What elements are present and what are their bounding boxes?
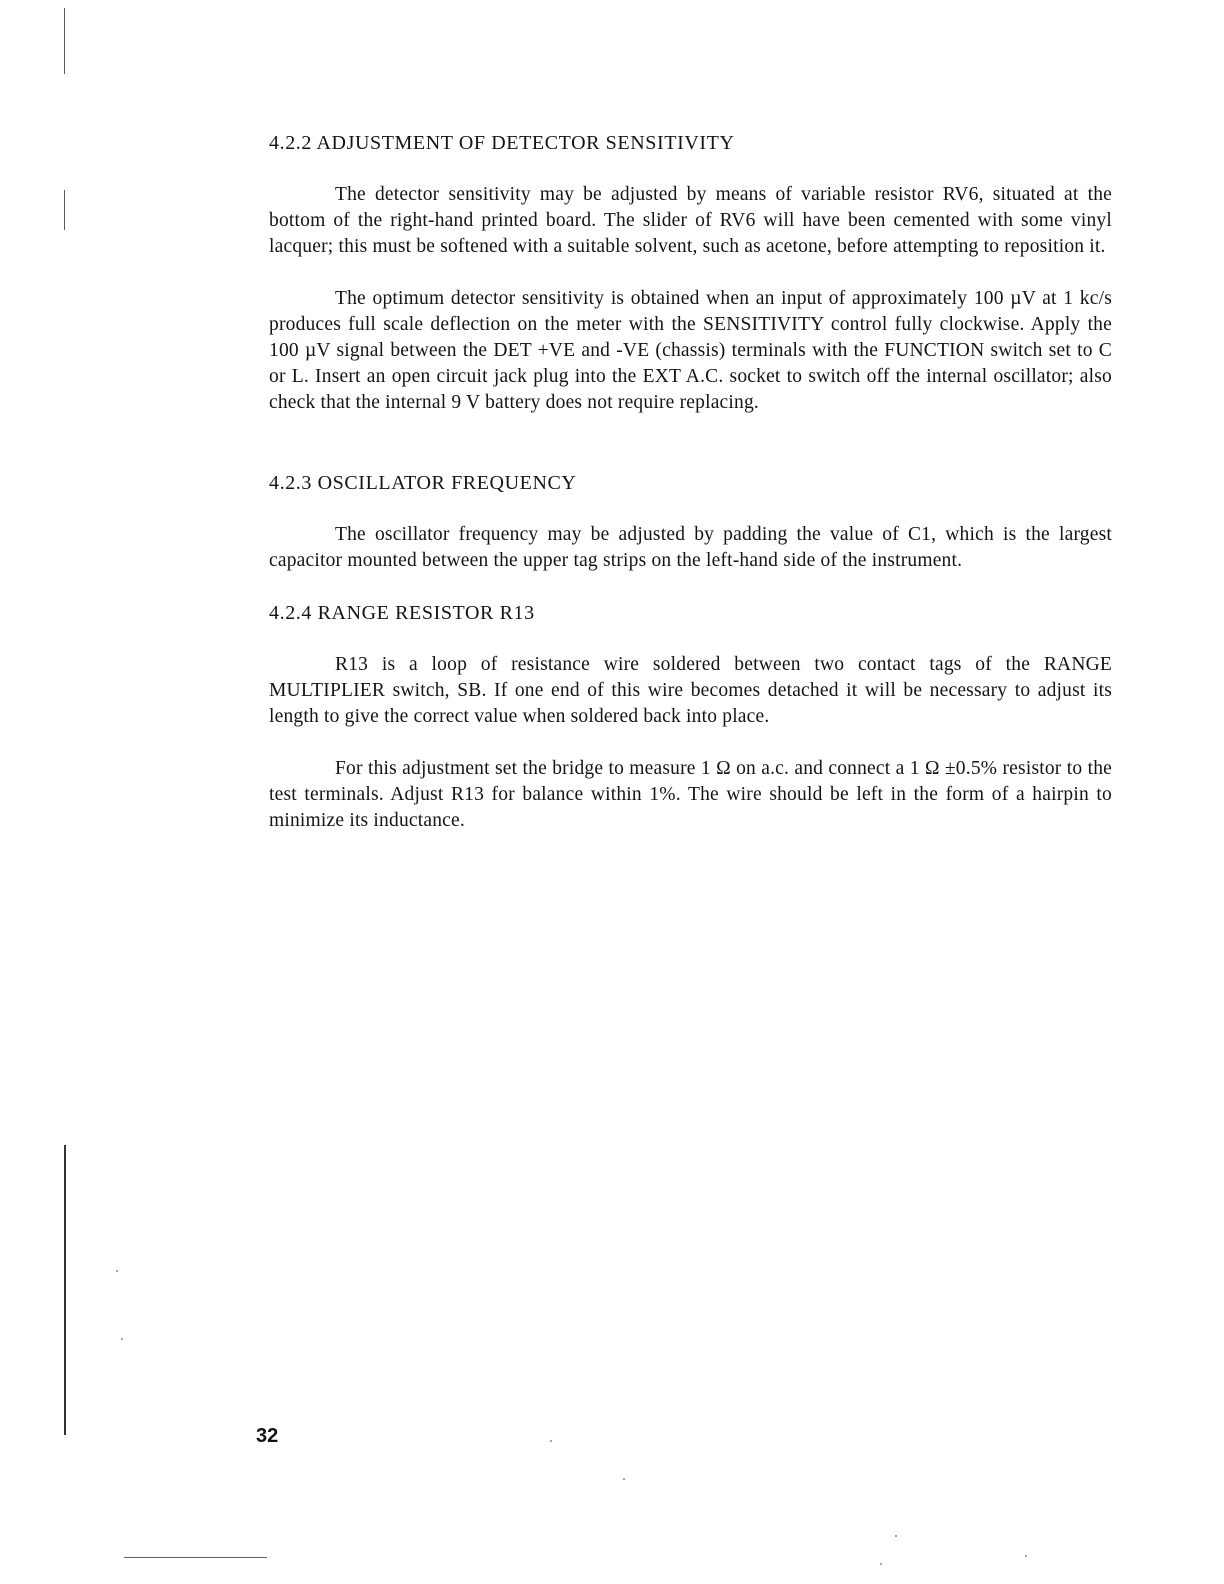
scan-margin-line [64,190,65,230]
scan-speck [1025,1555,1027,1557]
scan-speck [895,1535,897,1537]
scan-speck [116,1270,118,1272]
scan-speck [550,1440,552,1442]
document-body [269,128,1112,834]
section-heading-4-2-2: 4.2.2 ADJUSTMENT OF DETECTOR SENSITIVITY [269,132,735,154]
scan-speck [623,1478,625,1480]
scan-speck [880,1563,882,1565]
scan-margin-line [64,1145,66,1435]
page-number: 32 [256,1425,279,1447]
paragraph-r13-description: R13 is a loop of resistance wire soldered between two contact tags of the RANGE MULTIPLIER switch, SB. If one end of this wire becomes detached it will be necessary to adjust its length to give the correct value when soldered back into place. [269,654,1112,727]
bottom-link-underline [124,1557,267,1558]
paragraph-optimum-sensitivity: The optimum detector sensitivity is obtained when an input of approximately 100 µV at 1 kc/s produces full scale deflection on the meter with the SENSITIVITY control fully clockwise. Apply the 100 µV signal between the DET +VE and -VE (chassis) terminals with the FUNCTION switch set to C or L. Insert an open circuit jack plug into the EXT A.C. socket to switch off the internal oscillator; also check that the internal 9 V battery does not require replacing. [269,288,1112,413]
scan-speck [121,1338,123,1340]
paragraph-r13-adjustment: For this adjustment set the bridge to measure 1 Ω on a.c. and connect a 1 Ω ±0.5% resistor to the test terminals. Adjust R13 for balance within 1%. The wire should be left in the form of a hairpin to minimize its inductance. [269,758,1112,831]
scan-margin-line [64,8,65,74]
paragraph-detector-sensitivity-adjust: The detector sensitivity may be adjusted by means of variable resistor RV6, situated at the bottom of the right-hand printed board. The slider of RV6 will have been cemented with some vinyl lacquer; this must be softened with a suitable solvent, such as acetone, before attempting to reposition it. [269,184,1112,257]
section-heading-4-2-4: 4.2.4 RANGE RESISTOR R13 [269,602,535,624]
paragraph-oscillator-frequency: The oscillator frequency may be adjusted by padding the value of C1, which is the largest capacitor mounted between the upper tag strips on the left-hand side of the instrument. [269,524,1112,571]
section-heading-4-2-3: 4.2.3 OSCILLATOR FREQUENCY [269,472,577,494]
